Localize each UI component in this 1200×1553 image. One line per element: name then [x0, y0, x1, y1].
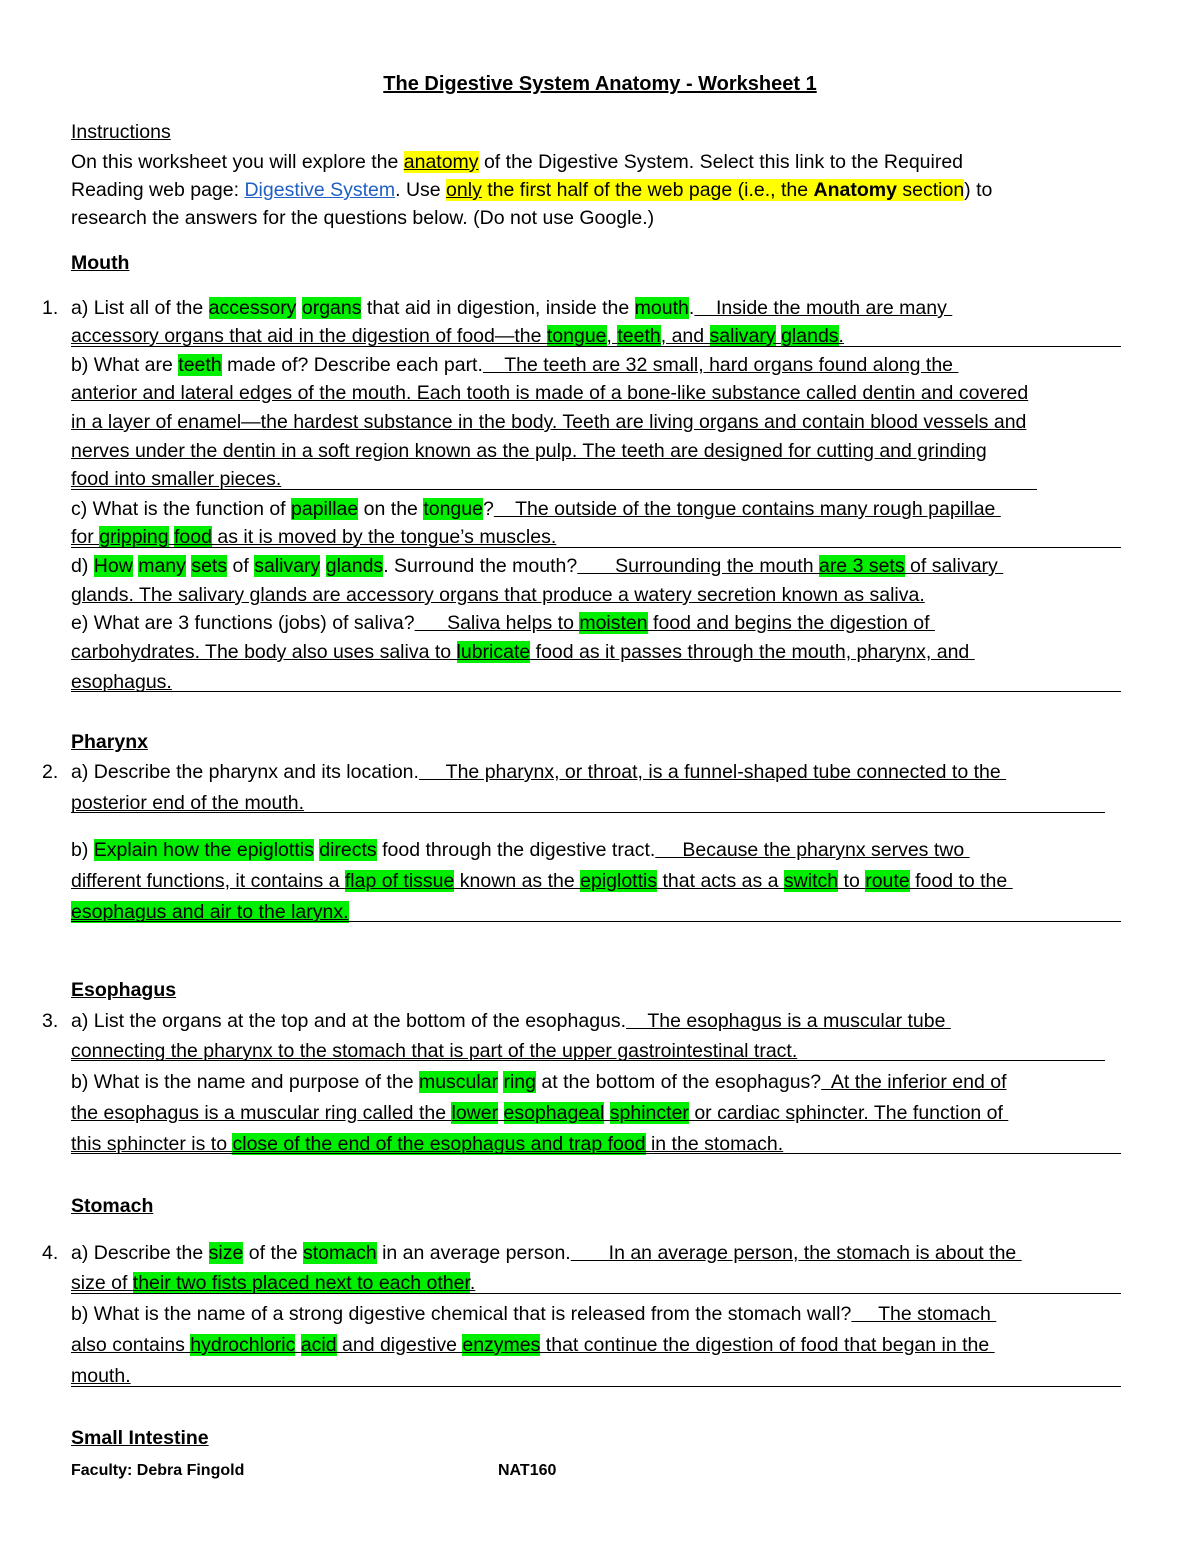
mouth-answer-b-2: in a layer of enamel—the hardest substance in the body. Teeth are living organs and contain blood vessels and [71, 411, 1027, 433]
question-number-3: 3. [42, 1010, 59, 1032]
stomach-q-a: a) Describe the size of the stomach in an average person. In an average person, the stomach is about the [71, 1242, 1022, 1264]
footer-faculty: Faculty: Debra Fingold [71, 1462, 245, 1479]
footer-course: NAT160 [498, 1462, 557, 1479]
mouth-answer-e-1: carbohydrates. The body also uses saliva to lubricate food as it passes through the mouth, pharynx, and [71, 641, 975, 663]
pharynx-heading: Pharynx [71, 731, 148, 753]
mouth-answer-b-3: nerves under the dentin in a soft region known as the pulp. The teeth are designed for cutting and grinding [71, 440, 987, 462]
answer-line [71, 1293, 1121, 1294]
stomach-answer-b-2: mouth. [71, 1365, 131, 1387]
mouth-answer-e-2: esophagus. [71, 671, 172, 693]
question-number-2: 2. [42, 761, 59, 783]
pharynx-answer-b-2: esophagus and air to the larynx. [71, 901, 349, 923]
mouth-heading: Mouth [71, 252, 130, 274]
esophagus-answer-b-1: the esophagus is a muscular ring called the lower esophageal sphincter or cardiac sphincter. The function of [71, 1102, 1009, 1124]
mouth-answer-b-4: food into smaller pieces. [71, 468, 282, 490]
esophagus-q-a: a) List the organs at the top and at the bottom of the esophagus. The esophagus is a muscular tube [71, 1010, 951, 1032]
pharynx-q-b: b) Explain how the epiglottis directs food through the digestive tract. Because the pharynx serves two [71, 839, 970, 861]
esophagus-q-b: b) What is the name and purpose of the muscular ring at the bottom of the esophagus? At the inferior end of [71, 1071, 1007, 1093]
instructions-line-3: research the answers for the questions below. (Do not use Google.) [71, 207, 655, 229]
answer-line [71, 812, 1105, 813]
instructions-heading: Instructions [71, 121, 171, 143]
esophagus-answer-a: connecting the pharynx to the stomach that is part of the upper gastrointestinal tract. [71, 1040, 798, 1062]
answer-line [71, 1060, 1105, 1061]
mouth-q-b: b) What are teeth made of? Describe each part. The teeth are 32 small, hard organs found along the [71, 354, 959, 376]
pharynx-answer-b-1: different functions, it contains a flap of tissue known as the epiglottis that acts as a switch to route food to the [71, 870, 1013, 892]
answer-line [71, 691, 1121, 692]
mouth-answer-d: glands. The salivary glands are accessory organs that produce a watery secretion known as saliva. [71, 584, 925, 606]
answer-line [71, 489, 1037, 490]
stomach-answer-a: size of their two fists placed next to each other. [71, 1272, 476, 1294]
question-number-4: 4. [42, 1242, 59, 1264]
mouth-answer-c: for gripping food as it is moved by the tongue’s muscles. [71, 526, 557, 548]
stomach-answer-b-1: also contains hydrochloric acid and digestive enzymes that continue the digestion of food that began in the [71, 1334, 995, 1356]
mouth-q-c: c) What is the function of papillae on the tongue? The outside of the tongue contains many rough papillae [71, 498, 1001, 520]
mouth-q-e: e) What are 3 functions (jobs) of saliva? Saliva helps to moisten food and begins the digestion of [71, 612, 935, 634]
answer-line [71, 921, 1121, 922]
page-title: The Digestive System Anatomy - Worksheet 1 [383, 73, 817, 95]
small-intestine-heading: Small Intestine [71, 1427, 209, 1449]
stomach-heading: Stomach [71, 1195, 154, 1217]
mouth-q-a: a) List all of the accessory organs that aid in digestion, inside the mouth. Inside the mouth are many [71, 297, 953, 319]
esophagus-answer-b-2: this sphincter is to close of the end of the esophagus and trap food in the stomach. [71, 1133, 784, 1155]
answer-line [71, 547, 1121, 548]
esophagus-heading: Esophagus [71, 979, 177, 1001]
mouth-answer-a: accessory organs that aid in the digestion of food—the tongue, teeth, and salivary glands. [71, 325, 844, 347]
mouth-answer-b-1: anterior and lateral edges of the mouth. Each tooth is made of a bone-like substance called dentin and covered [71, 382, 1029, 404]
answer-line [71, 1153, 1121, 1154]
question-number-1: 1. [42, 297, 59, 319]
answer-line [71, 346, 1121, 347]
instructions-line-2: Reading web page: Digestive System. Use only the first half of the web page (i.e., the Anatomy section) to [71, 179, 993, 201]
pharynx-q-a: a) Describe the pharynx and its location. The pharynx, or throat, is a funnel-shaped tube connected to the [71, 761, 1007, 783]
answer-line [71, 1386, 1121, 1387]
instructions-line-1: On this worksheet you will explore the anatomy of the Digestive System. Select this link to the Required [71, 151, 964, 173]
stomach-q-b: b) What is the name of a strong digestive chemical that is released from the stomach wall? The stomach [71, 1303, 997, 1325]
digestive-system-link[interactable]: Digestive System [244, 179, 396, 201]
mouth-q-d: d) How many sets of salivary glands. Surround the mouth? Surrounding the mouth are 3 sets of salivary [71, 555, 1004, 577]
pharynx-answer-a: posterior end of the mouth. [71, 792, 305, 814]
